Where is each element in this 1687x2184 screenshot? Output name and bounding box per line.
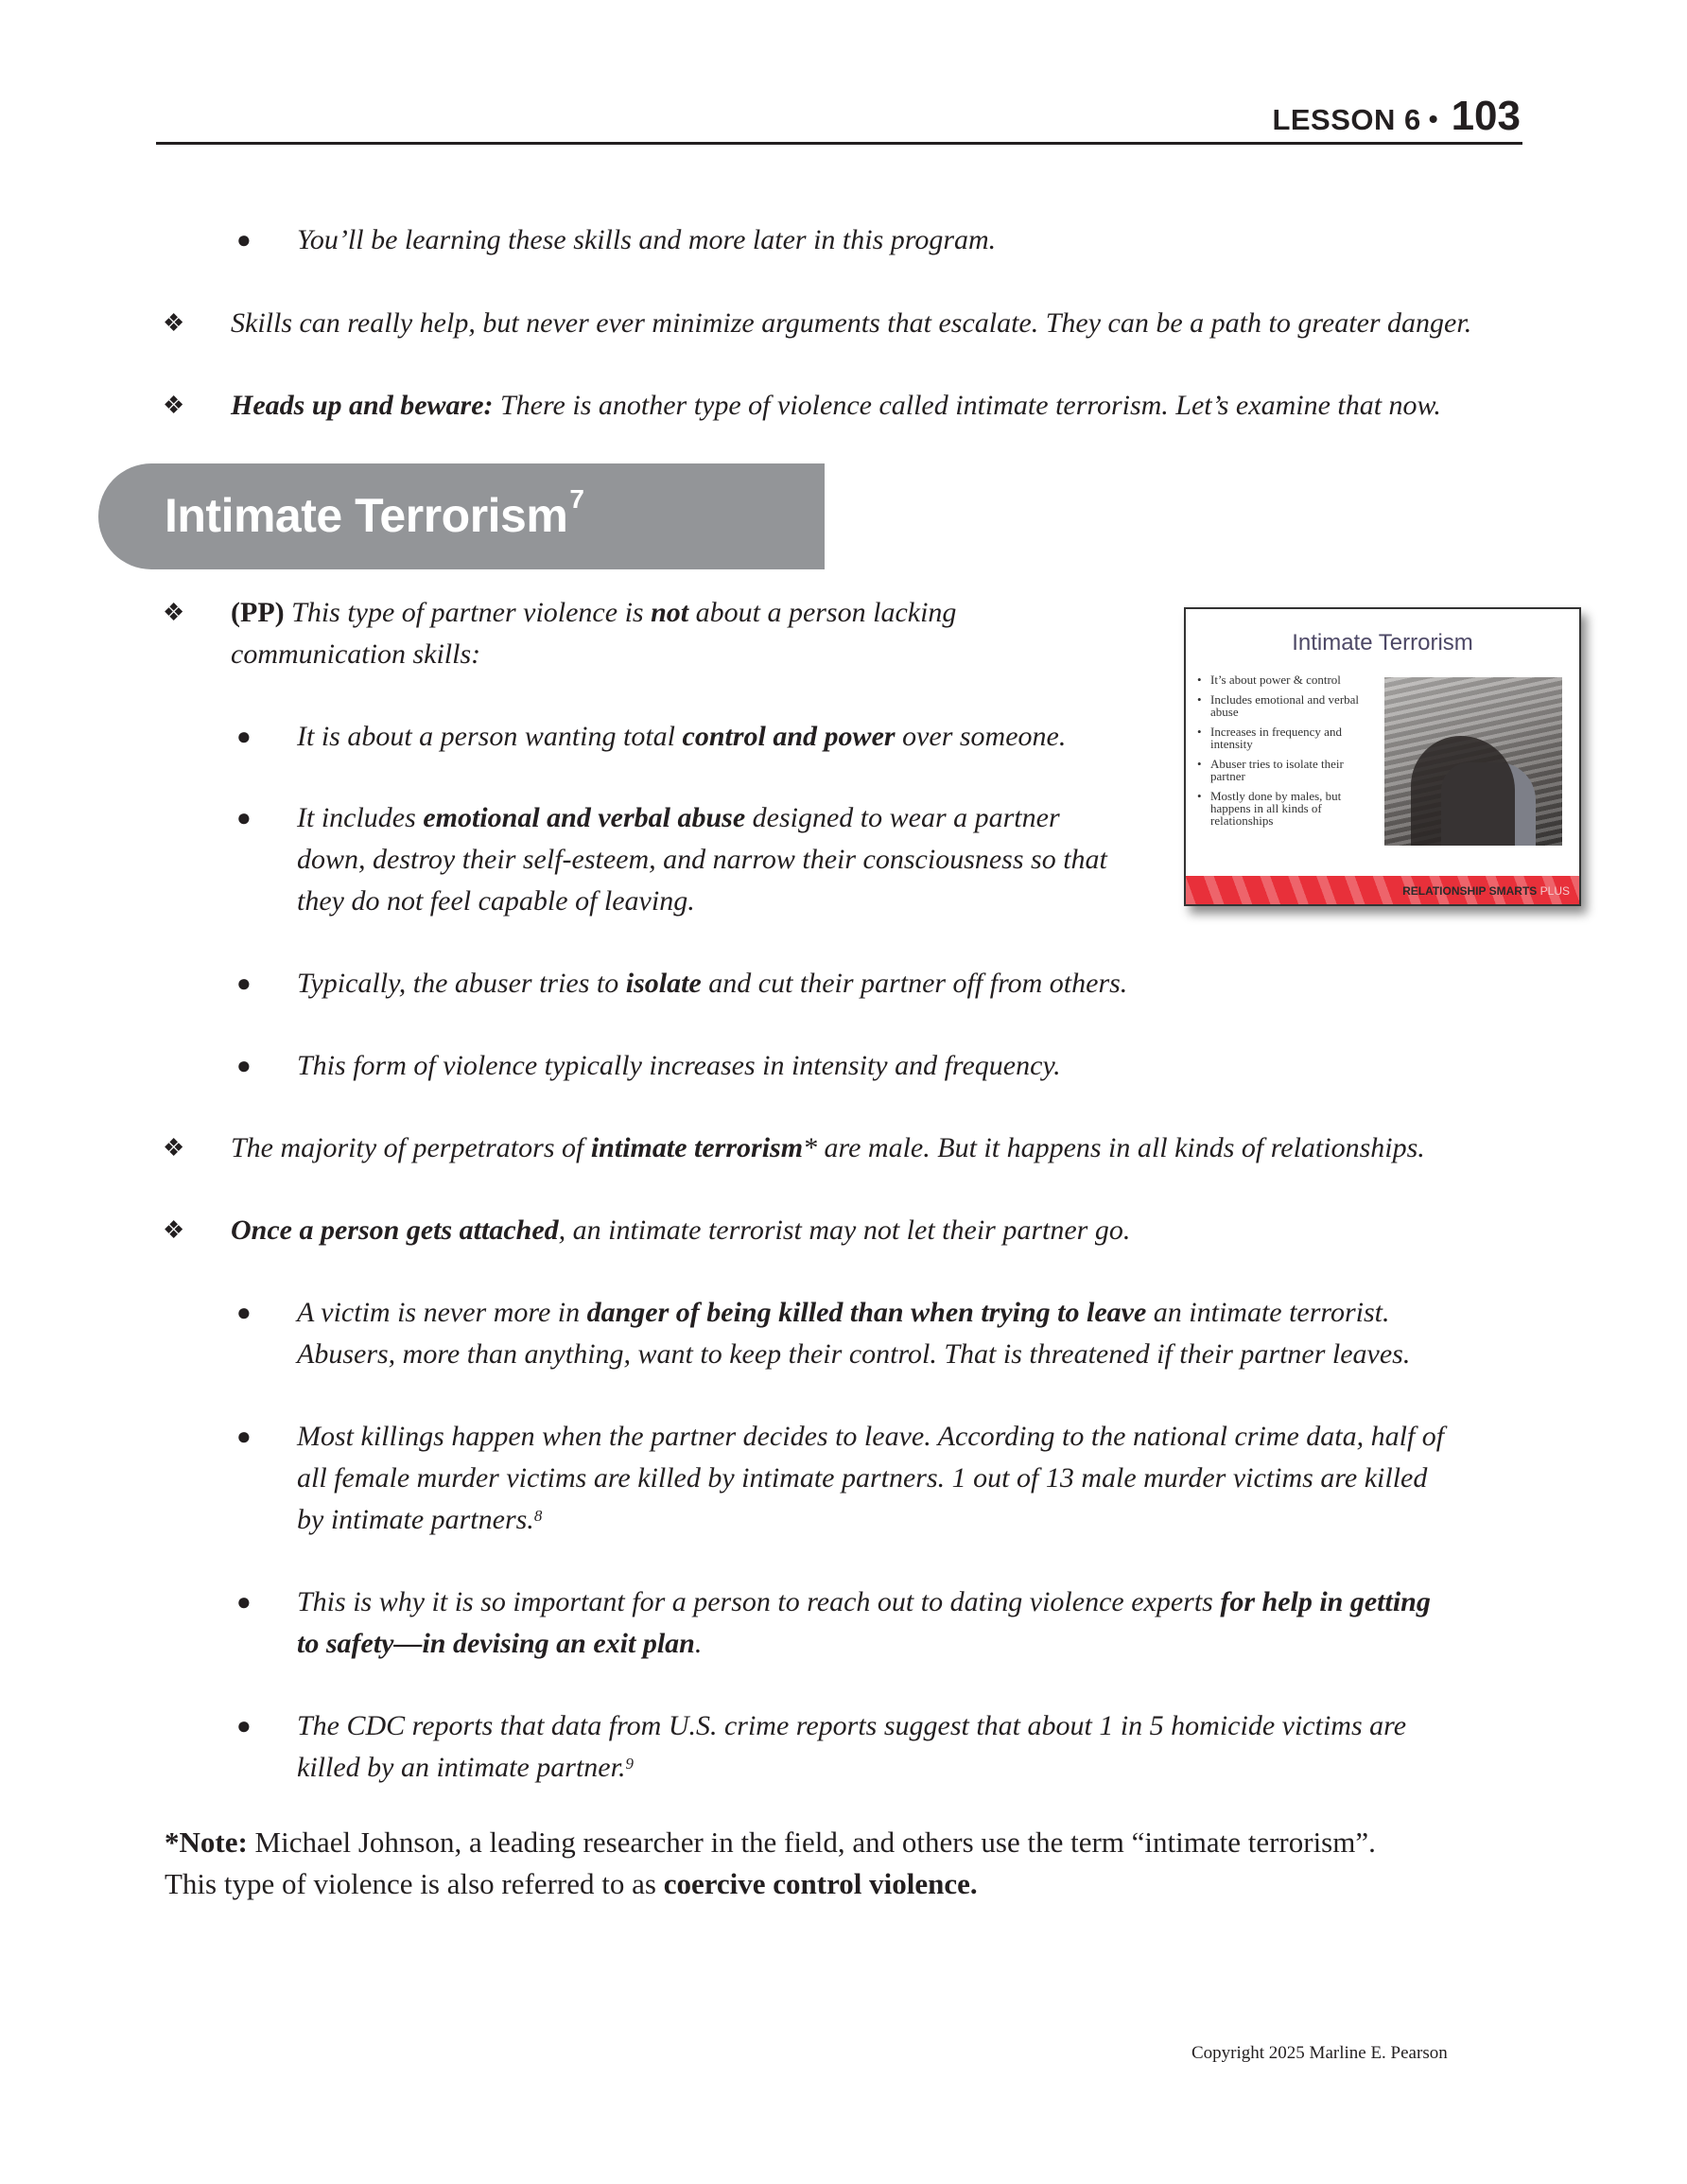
point-text: Skills can really help, but never ever minimize arguments that escalate. They can be a path to greater danger. bbox=[231, 307, 1472, 339]
note-label: *Note: bbox=[165, 1826, 248, 1859]
text: killed by an intimate partner. bbox=[297, 1752, 626, 1783]
text: Typically, the abuser tries to bbox=[297, 968, 626, 999]
brand-logo bbox=[1402, 884, 1570, 898]
point-lead: Heads up and beware: bbox=[231, 390, 494, 421]
page-number: 103 bbox=[1451, 93, 1521, 139]
text: It is about a person wanting total bbox=[297, 721, 683, 752]
bullet-text bbox=[297, 1581, 1431, 1623]
text: This type of partner violence is bbox=[284, 597, 652, 628]
bullet-text bbox=[297, 963, 1127, 1005]
slide-footer-band bbox=[1186, 876, 1579, 904]
section-title-text: Intimate Terrorism bbox=[165, 489, 568, 542]
text: all female murder victims are killed by intimate partners. 1 out of 13 male murder victims are killed bbox=[297, 1462, 1428, 1494]
section-title bbox=[165, 484, 584, 543]
brand-name: RELATIONSHIP SMARTS bbox=[1402, 884, 1538, 898]
bullet-icon: ● bbox=[236, 1299, 252, 1326]
slide-thumbnail bbox=[1184, 607, 1581, 906]
text: designed to wear a partner bbox=[745, 802, 1060, 833]
four-diamond-bullet-icon: ❖ bbox=[163, 392, 185, 419]
text: and cut their partner off from others. bbox=[701, 968, 1128, 999]
text: by intimate partners. bbox=[297, 1504, 534, 1535]
text: The majority of perpetrators of bbox=[231, 1132, 591, 1163]
section-banner bbox=[98, 463, 825, 569]
bullet-icon: ● bbox=[236, 970, 252, 997]
text: * are male. But it happens in all kinds of relationships. bbox=[803, 1132, 1425, 1163]
bullet-text: The CDC reports that data from U.S. crime reports suggest that about 1 in 5 homicide victims are bbox=[297, 1710, 1407, 1741]
text: . bbox=[694, 1628, 703, 1659]
emphasis: isolate bbox=[625, 968, 702, 999]
footnote-ref: 7 bbox=[569, 484, 584, 514]
point-text bbox=[231, 1127, 1425, 1169]
slide-bullet-list bbox=[1195, 673, 1375, 834]
bullet-icon: ● bbox=[236, 723, 252, 750]
text: about a person lacking bbox=[688, 597, 957, 628]
text: Michael Johnson, a leading researcher in the field, and others use the term “intimate terrorism”. This type of violence is also referred to as bbox=[165, 1826, 1376, 1900]
four-diamond-bullet-icon: ❖ bbox=[163, 599, 185, 626]
pp-label: (PP) bbox=[231, 597, 285, 628]
text: This is why it is so important for a person to reach out to dating violence experts bbox=[297, 1586, 1221, 1617]
text: over someone. bbox=[895, 721, 1067, 752]
slide-bullet: • Mostly done by males, but happens in all kinds of relationships bbox=[1195, 790, 1375, 827]
point-text bbox=[231, 385, 1441, 427]
four-diamond-bullet-icon: ❖ bbox=[163, 1216, 185, 1244]
bullet-icon: ● bbox=[236, 804, 252, 831]
bullet-text bbox=[297, 1292, 1390, 1334]
text: , an intimate terrorist may not let their partner go. bbox=[558, 1214, 1131, 1246]
text: It includes bbox=[297, 802, 424, 833]
text: A victim is never more in bbox=[297, 1297, 587, 1328]
bullet-text: Most killings happen when the partner decides to leave. According to the national crime data, half of bbox=[297, 1421, 1445, 1452]
bullet-icon: ● bbox=[236, 1423, 252, 1450]
slide-bullet: • Increases in frequency and intensity bbox=[1195, 725, 1375, 750]
text bbox=[297, 1499, 542, 1541]
lesson-label: LESSON 6 bbox=[1272, 103, 1421, 136]
footnote-ref: 9 bbox=[625, 1755, 634, 1773]
note-paragraph bbox=[165, 1822, 1394, 1905]
footnote-ref: 8 bbox=[533, 1507, 543, 1525]
point-rest: There is another type of violence called intimate terrorism. Let’s examine that now. bbox=[493, 390, 1441, 421]
text: down, destroy their self-esteem, and narrow their consciousness so that bbox=[297, 844, 1107, 875]
emphasis: intimate terrorism bbox=[590, 1132, 804, 1163]
page-header bbox=[156, 93, 1522, 145]
four-diamond-bullet-icon: ❖ bbox=[163, 309, 185, 337]
bullet-text bbox=[297, 797, 1060, 839]
copyright-notice: Copyright 2025 Marline E. Pearson bbox=[1191, 2043, 1448, 2063]
bullet-text: This form of violence typically increases in intensity and frequency. bbox=[297, 1050, 1061, 1081]
text: communication skills: bbox=[231, 638, 481, 670]
slide-title: Intimate Terrorism bbox=[1292, 630, 1473, 655]
bullet-icon: ● bbox=[236, 1052, 252, 1079]
emphasis: for help in getting bbox=[1220, 1586, 1431, 1617]
slide-bullet: • Abuser tries to isolate their partner bbox=[1195, 758, 1375, 782]
text: they do not feel capable of leaving. bbox=[297, 885, 695, 917]
emphasis: to safety—in devising an exit plan bbox=[297, 1628, 695, 1659]
text bbox=[297, 1623, 702, 1665]
slide-photo bbox=[1384, 677, 1562, 846]
text: Abusers, more than anything, want to keep their control. That is threatened if their partner leaves. bbox=[297, 1338, 1411, 1370]
bullet-text: You’ll be learning these skills and more later in this program. bbox=[297, 224, 997, 255]
photo-figure-hair bbox=[1411, 736, 1515, 846]
bullet-icon: ● bbox=[236, 1712, 252, 1739]
brand-plus: PLUS bbox=[1539, 884, 1570, 898]
point-text bbox=[231, 1210, 1130, 1251]
emphasis: danger of being killed than when trying to leave bbox=[586, 1297, 1147, 1328]
slide-bullet: • Includes emotional and verbal abuse bbox=[1195, 693, 1375, 718]
bullet-icon: ● bbox=[236, 226, 252, 253]
text bbox=[297, 1747, 634, 1789]
text: an intimate terrorist. bbox=[1146, 1297, 1390, 1328]
emphasis: emotional and verbal abuse bbox=[423, 802, 746, 833]
emphasis: control and power bbox=[682, 721, 896, 752]
emphasis: coercive control violence. bbox=[663, 1867, 978, 1900]
running-head bbox=[1272, 93, 1521, 140]
bullet-text bbox=[297, 716, 1066, 758]
slide-bullet: • It’s about power & control bbox=[1195, 673, 1375, 686]
emphasis: not bbox=[651, 597, 689, 628]
four-diamond-bullet-icon: ❖ bbox=[163, 1134, 185, 1162]
bullet-icon: ● bbox=[236, 1588, 252, 1616]
point-text bbox=[231, 592, 956, 634]
bullet-separator: • bbox=[1428, 104, 1438, 133]
emphasis: Once a person gets attached bbox=[231, 1214, 559, 1246]
